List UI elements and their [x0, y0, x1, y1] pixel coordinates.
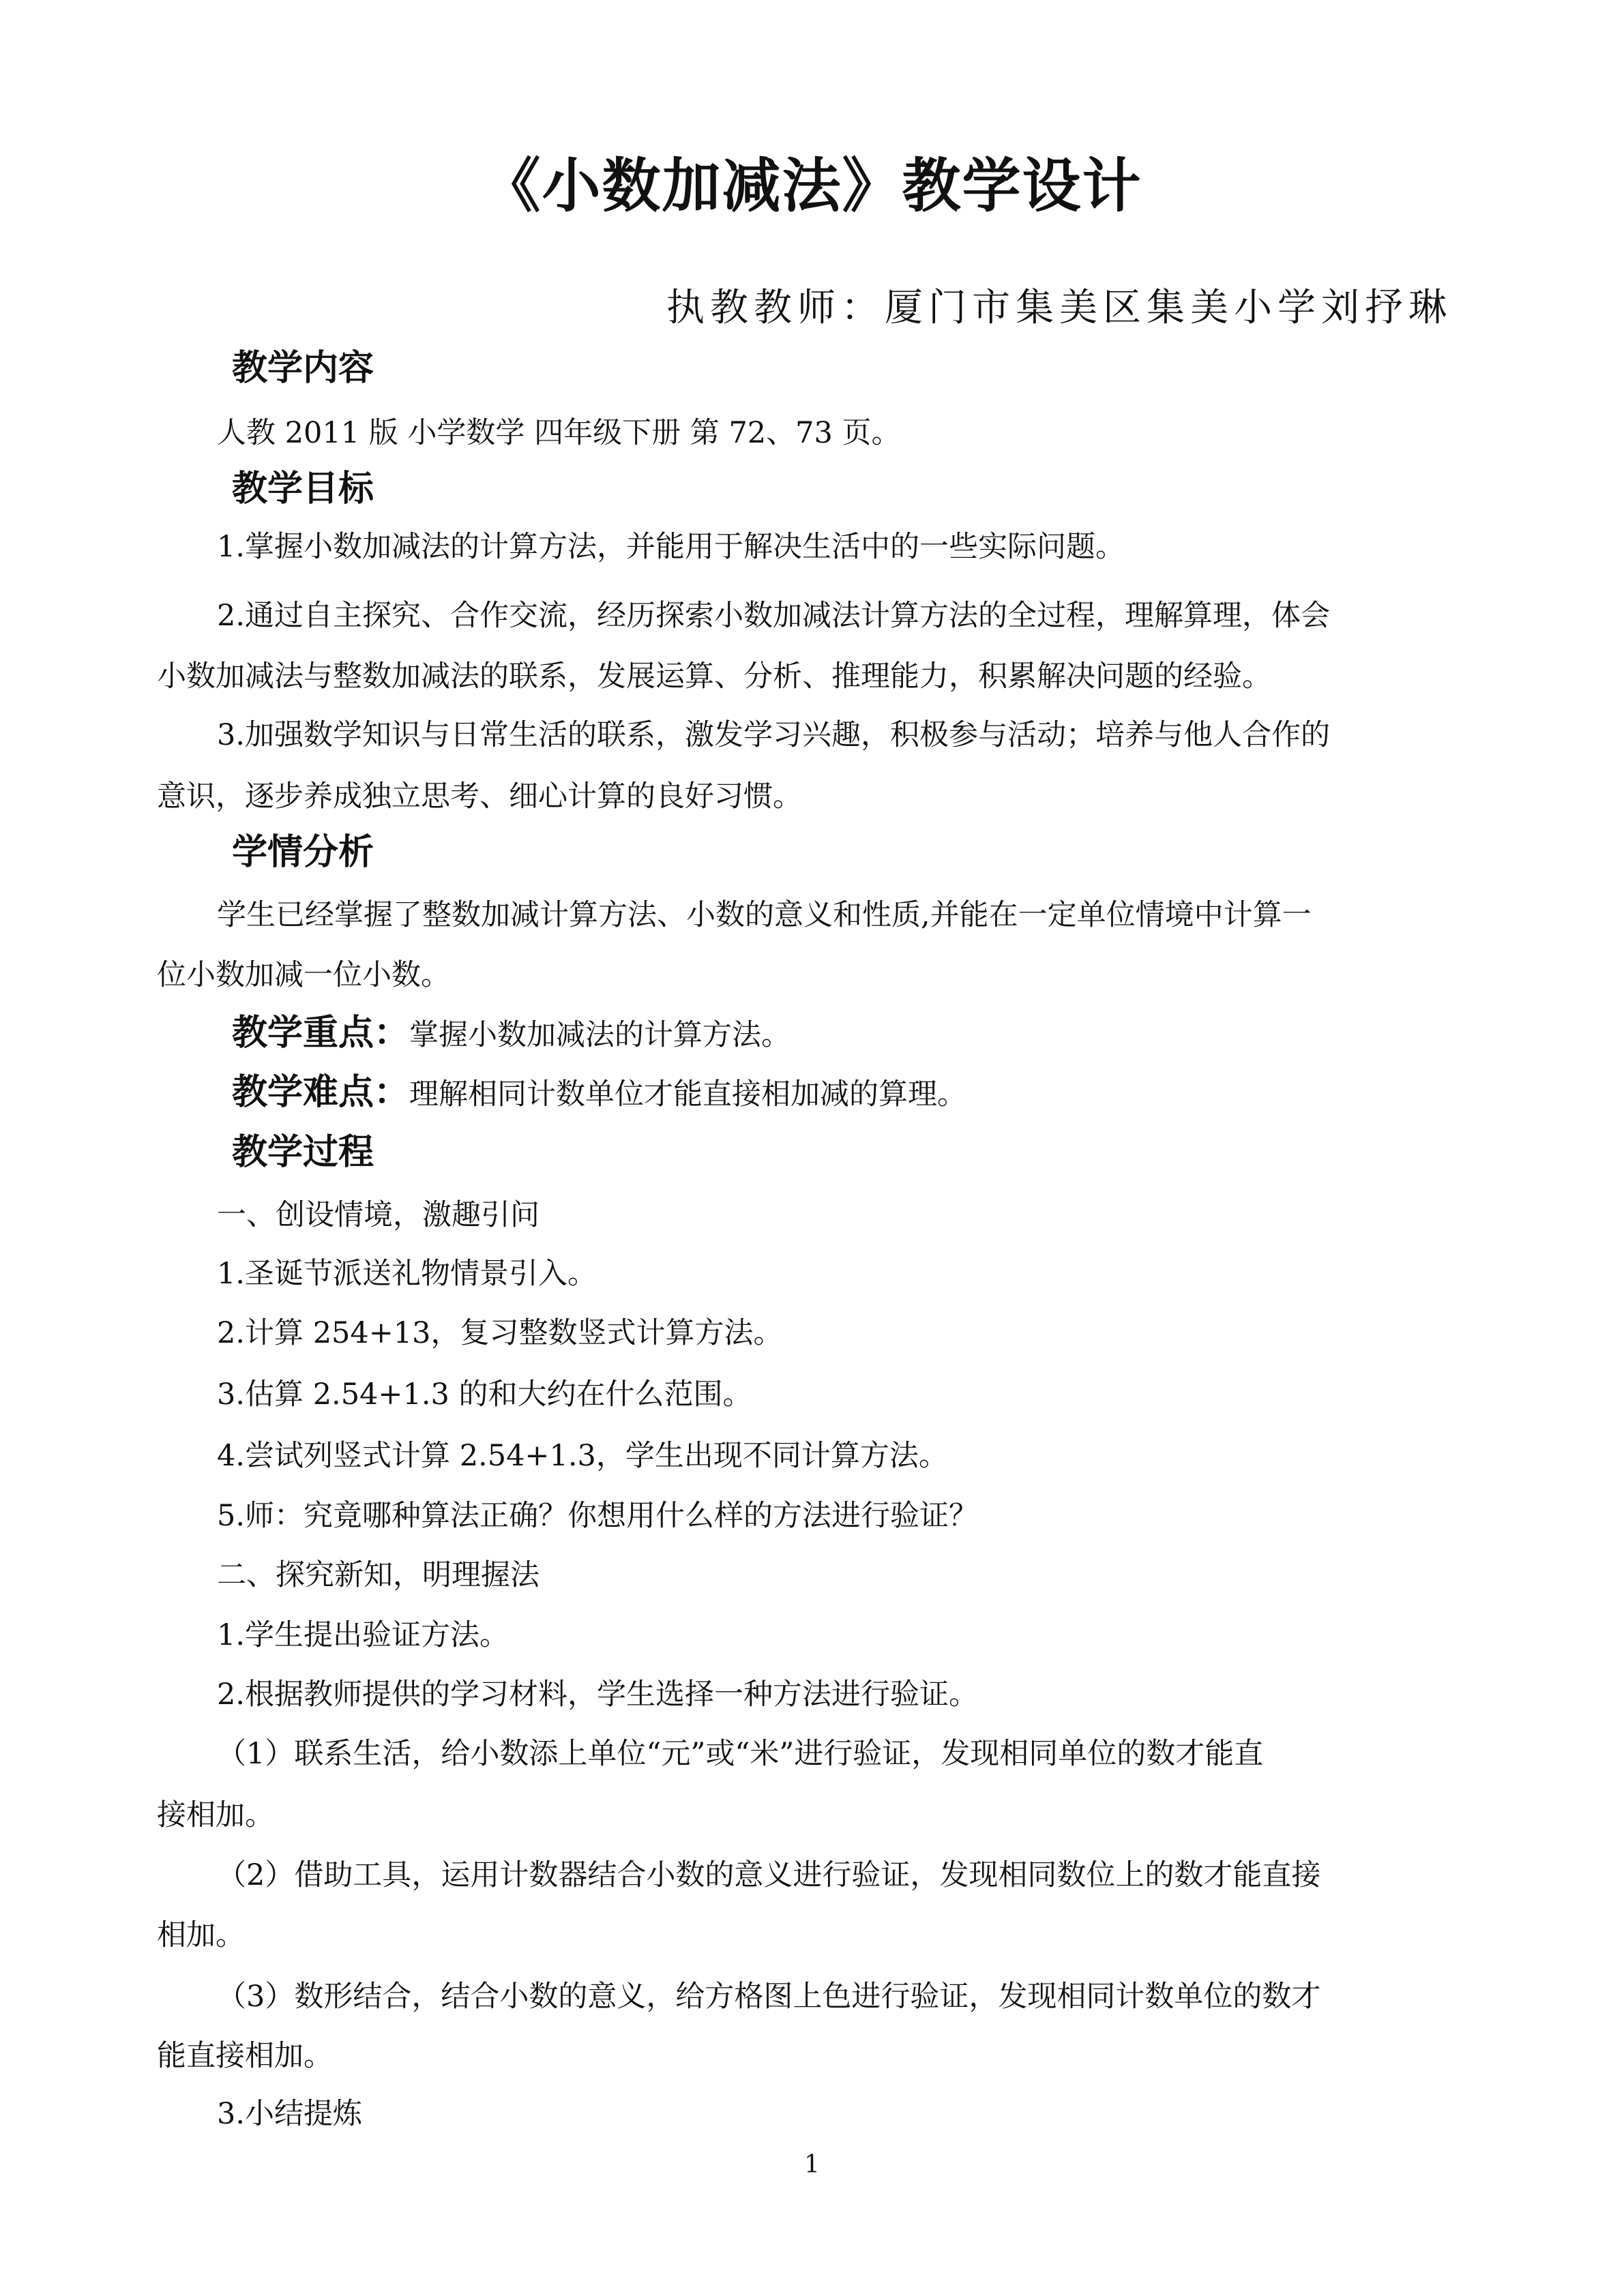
key-point-text: 掌握小数加减法的计算方法。: [409, 1018, 791, 1052]
key-point-label: 教学重点：: [232, 1013, 410, 1054]
goal-1: 1.掌握小数加减法的计算方法，并能用于解决生活中的一些实际问题。: [217, 530, 1125, 564]
process-part-2-sub-2-line-2: 相加。: [157, 1918, 245, 1952]
goal-3-line-1: 3.加强数学知识与日常生活的联系，激发学习兴趣，积极参与活动；培养与他人合作的: [217, 718, 1331, 752]
analysis-line-1: 学生已经掌握了整数加减计算方法、小数的意义和性质,并能在一定单位情境中计算一: [217, 898, 1312, 932]
process-part-2-title: 二、探究新知，明理握法: [217, 1558, 540, 1592]
process-part-2-item-3: 3.小结提炼: [217, 2097, 363, 2131]
goal-3-line-2: 意识，逐步养成独立思考、细心计算的良好习惯。: [157, 779, 802, 814]
difficult-point-label: 教学难点：: [232, 1072, 410, 1113]
process-part-1-item-2: 2.计算 254+13，复习整数竖式计算方法。: [217, 1316, 783, 1350]
goal-2-line-2: 小数加减法与整数加减法的联系，发展运算、分析、推理能力，积累解决问题的经验。: [157, 659, 1271, 694]
process-part-2-sub-3-line-1: （3）数形结合，结合小数的意义，给方格图上色进行验证，发现相同计数单位的数才: [217, 1980, 1321, 2014]
heading-teaching-content: 教学内容: [232, 348, 374, 389]
process-part-2-sub-2-line-1: （2）借助工具，运用计数器结合小数的意义进行验证，发现相同数位上的数才能直接: [217, 1858, 1321, 1892]
author-line: 执教教师：厦门市集美区集美小学刘抒琳: [666, 286, 1452, 330]
teaching-difficult-point: [232, 1072, 966, 1115]
process-part-2-item-1: 1.学生提出验证方法。: [217, 1618, 510, 1652]
process-part-1-item-3: 3.估算 2.54+1.3 的和大约在什么范围。: [217, 1377, 752, 1412]
process-part-2-item-2: 2.根据教师提供的学习材料，学生选择一种方法进行验证。: [217, 1678, 979, 1712]
goal-2-line-1: 2.通过自主探究、合作交流，经历探索小数加减法计算方法的全过程，理解算理，体会: [217, 599, 1331, 633]
process-part-1-title: 一、创设情境，激趣引问: [217, 1198, 540, 1232]
analysis-line-2: 位小数加减一位小数。: [157, 958, 450, 992]
process-part-2-sub-1-line-2: 接相加。: [157, 1798, 274, 1832]
heading-student-analysis: 学情分析: [232, 832, 374, 873]
process-part-2-sub-1-line-1: （1）联系生活，给小数添上单位“元”或“米”进行验证，发现相同单位的数才能直: [217, 1737, 1264, 1771]
process-part-1-item-4: 4.尝试列竖式计算 2.54+1.3，学生出现不同计算方法。: [217, 1439, 948, 1473]
process-part-1-item-5: 5.师：究竟哪种算法正确？你想用什么样的方法进行验证？: [217, 1499, 979, 1533]
teaching-key-point: [232, 1013, 791, 1056]
content-text: 人教 2011 版 小学数学 四年级下册 第 72、73 页。: [217, 416, 901, 450]
heading-teaching-process: 教学过程: [232, 1132, 374, 1173]
process-part-2-sub-3-line-2: 能直接相加。: [157, 2039, 333, 2073]
heading-teaching-goals: 教学目标: [232, 468, 374, 509]
page-number: 1: [804, 2151, 820, 2179]
document-title: 《小数加减法》教学设计: [482, 152, 1142, 220]
process-part-1-item-1: 1.圣诞节派送礼物情景引入。: [217, 1257, 597, 1291]
difficult-point-text: 理解相同计数单位才能直接相加减的算理。: [409, 1077, 967, 1112]
